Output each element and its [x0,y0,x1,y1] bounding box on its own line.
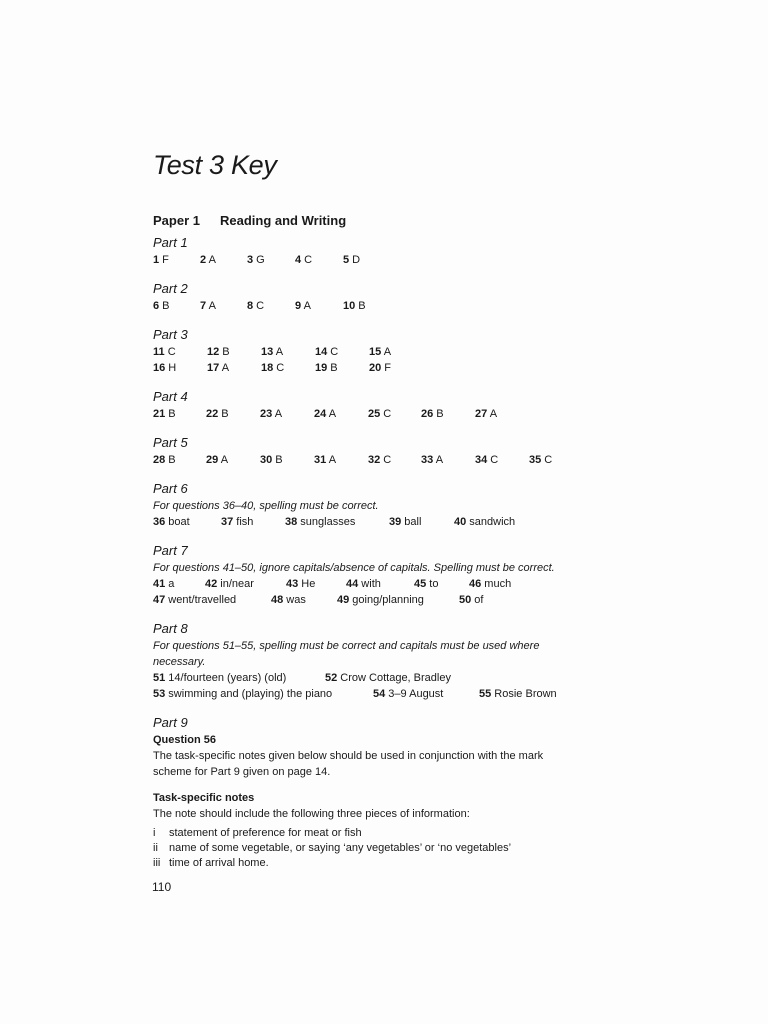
answer-text: C [273,362,285,374]
answer-text: C [380,408,392,420]
answer-text: C [164,346,176,358]
answer-text: A [273,346,284,358]
part8-answers-row1 [153,670,733,686]
answer-item [271,592,306,608]
answer-item [337,592,424,608]
part2-answers [153,298,733,314]
answer-text: in/near [217,578,254,590]
question-number: 48 [271,594,284,606]
answer-item [206,406,229,422]
question-number: 51 [153,672,166,684]
answer-item [153,252,169,268]
part1-answers [153,252,733,268]
answer-text: A [301,300,311,312]
answer-text: A [326,408,337,420]
answer-item [414,576,438,592]
question-number: 28 [153,454,166,466]
question-number: 11 [153,346,165,358]
answer-item [421,452,443,468]
part5-answers [153,452,733,468]
answer-text: going/planning [349,594,424,606]
part7-answers-row2 [153,592,733,608]
answer-text: C [301,254,313,266]
question-number: 55 [479,688,492,700]
answer-item [325,670,451,686]
list-item: iii time of arrival home. [153,857,269,869]
part3-heading: Part 3 [153,327,188,342]
question-number: 41 [153,578,166,590]
question-number: 20 [369,362,382,374]
answer-text: of [471,594,484,606]
answer-item [368,406,391,422]
question-number: 50 [459,594,472,606]
answer-item [389,514,421,530]
answer-item [315,344,338,360]
question-number: 6 [153,300,160,312]
answer-item [373,686,443,702]
answer-text: sunglasses [297,516,356,528]
answer-text: 14/fourteen (years) (old) [165,672,287,684]
answer-text: A [272,408,283,420]
answer-item [200,298,216,314]
question-number: 25 [368,408,381,420]
part9-note-line2: scheme for Part 9 given on page 14. [153,766,331,778]
question-number: 18 [261,362,274,374]
question-number: 26 [421,408,434,420]
answer-item [475,406,497,422]
answer-item [260,406,282,422]
question-number: 16 [153,362,166,374]
answer-item [343,298,366,314]
answer-text: C [487,454,499,466]
answer-item [153,670,286,686]
answer-text: C [327,346,339,358]
answer-item [459,592,483,608]
answer-text: D [349,254,361,266]
answer-text: swimming and (playing) the piano [165,688,333,700]
answer-text: F [159,254,169,266]
answer-item [295,298,311,314]
answer-item [475,452,498,468]
part6-answers [153,514,733,530]
answer-text: B [355,300,366,312]
answer-text: Crow Cottage, Bradley [337,672,451,684]
question-number: 34 [475,454,488,466]
question-number: 45 [414,578,427,590]
question-number: 3 [247,254,254,266]
answer-item [343,252,360,268]
part9-note-line1: The task-specific notes given below should be used in conjunction with the mark [153,750,544,762]
answer-item [314,406,336,422]
answer-item [295,252,312,268]
question-number: 24 [314,408,327,420]
question-number: 53 [153,688,166,700]
question-number: 38 [285,516,298,528]
question-56-heading: Question 56 [153,734,216,746]
question-number: 7 [200,300,207,312]
question-number: 42 [205,578,218,590]
answer-text: C [380,454,392,466]
question-number: 19 [315,362,328,374]
question-number: 8 [247,300,254,312]
answer-text: A [326,454,337,466]
question-number: 2 [200,254,207,266]
answer-item [368,452,391,468]
answer-text: B [159,300,170,312]
part8-heading: Part 8 [153,621,188,636]
answer-item [153,452,176,468]
answer-item [207,360,229,376]
question-number: 37 [221,516,234,528]
part6-instruction: For questions 36–40, spelling must be correct. [153,500,379,512]
answer-item [207,344,230,360]
answer-item [454,514,515,530]
question-number: 36 [153,516,166,528]
answer-text: went/travelled [165,594,237,606]
part9-heading: Part 9 [153,715,188,730]
answer-text: C [541,454,553,466]
question-number: 4 [295,254,302,266]
answer-text: B [219,346,230,358]
question-number: 1 [153,254,160,266]
task-specific-notes-intro: The note should include the following three pieces of information: [153,808,470,820]
question-number: 31 [314,454,327,466]
answer-text: B [218,408,229,420]
answer-text: Rosie Brown [491,688,557,700]
paper-label: Paper 1 [153,213,200,228]
part4-heading: Part 4 [153,389,188,404]
answer-text: A [433,454,444,466]
question-number: 15 [369,346,382,358]
question-number: 46 [469,578,482,590]
answer-text: He [298,578,316,590]
answer-text: F [381,362,392,374]
answer-key-page [153,148,733,871]
task-specific-notes-list [153,826,733,871]
answer-text: B [165,408,176,420]
question-number: 9 [295,300,302,312]
part3-answers-row2 [153,360,733,376]
question-number: 49 [337,594,350,606]
answer-item [529,452,552,468]
answer-item [153,344,176,360]
answer-item [315,360,338,376]
paper-heading [153,212,733,230]
answer-text: B [433,408,444,420]
answer-item [247,252,265,268]
question-number: 17 [207,362,220,374]
part7-heading: Part 7 [153,543,188,558]
answer-item [153,592,236,608]
question-number: 35 [529,454,542,466]
question-number: 30 [260,454,273,466]
answer-item [479,686,557,702]
answer-text: fish [233,516,254,528]
part3-answers-row1 [153,344,733,360]
question-number: 22 [206,408,219,420]
question-number: 10 [343,300,356,312]
answer-item [260,452,283,468]
answer-item [205,576,254,592]
answer-item [153,514,190,530]
question-number: 33 [421,454,434,466]
answer-text: G [253,254,265,266]
answer-item [369,360,391,376]
question-number: 12 [207,346,220,358]
task-specific-notes-heading: Task-specific notes [153,792,255,804]
answer-item [261,360,284,376]
answer-item [314,452,336,468]
answer-text: A [206,300,216,312]
answer-item [261,344,283,360]
answer-text: A [218,454,229,466]
question-number: 13 [261,346,274,358]
answer-item [153,406,176,422]
answer-item [200,252,216,268]
question-number: 40 [454,516,467,528]
answer-text: was [283,594,306,606]
part2-heading: Part 2 [153,281,188,296]
page-title: Test 3 Key [153,150,277,180]
answer-item [346,576,381,592]
answer-text: A [219,362,230,374]
answer-item [206,452,228,468]
answer-text: B [272,454,283,466]
answer-item [221,514,253,530]
answer-text: much [481,578,512,590]
question-number: 54 [373,688,386,700]
question-number: 5 [343,254,350,266]
question-number: 14 [315,346,328,358]
answer-text: A [381,346,392,358]
answer-text: sandwich [466,516,516,528]
answer-item [285,514,355,530]
question-number: 32 [368,454,381,466]
answer-text: H [165,362,177,374]
answer-item [421,406,444,422]
list-item: i statement of preference for meat or fish [153,827,362,839]
part8-answers-row2 [153,686,733,702]
question-number: 27 [475,408,488,420]
question-number: 21 [153,408,166,420]
answer-text: 3–9 August [385,688,444,700]
answer-text: A [487,408,498,420]
answer-text: A [206,254,216,266]
part4-answers [153,406,733,422]
list-item: ii name of some vegetable, or saying ‘any vegetables’ or ‘no vegetables’ [153,842,512,854]
answer-item [369,344,391,360]
question-number: 39 [389,516,402,528]
answer-item [153,686,332,702]
answer-text: B [165,454,176,466]
part6-heading: Part 6 [153,481,188,496]
answer-text: C [253,300,265,312]
answer-item [469,576,511,592]
answer-text: with [358,578,381,590]
part7-instruction: For questions 41–50, ignore capitals/absence of capitals. Spelling must be correct. [153,562,555,574]
answer-text: boat [165,516,190,528]
question-number: 47 [153,594,166,606]
answer-item [153,576,174,592]
paper-name: Reading and Writing [219,213,347,228]
part8-instruction-line1: For questions 51–55, spelling must be correct and capitals must be used where [153,640,540,652]
part1-heading: Part 1 [153,235,188,250]
part7-answers-row1 [153,576,733,592]
answer-item [153,360,176,376]
answer-item [153,298,170,314]
part8-instruction-line2: necessary. [153,656,206,668]
question-number: 43 [286,578,299,590]
answer-item [247,298,264,314]
question-number: 52 [325,672,338,684]
answer-item [286,576,315,592]
page-number: 110 [152,880,172,894]
answer-text: B [327,362,338,374]
part5-heading: Part 5 [153,435,188,450]
question-number: 23 [260,408,273,420]
answer-text: to [426,578,439,590]
question-number: 44 [346,578,359,590]
answer-text: a [165,578,175,590]
answer-text: ball [401,516,422,528]
question-number: 29 [206,454,219,466]
